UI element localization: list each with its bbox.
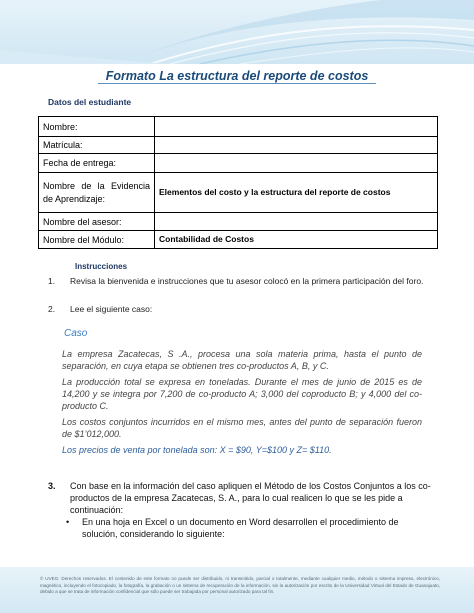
bullet-icon: •: [66, 517, 70, 527]
case-prices: Los precios de venta por tonelada son: X = $90, Y=$100 y Z= $110.: [62, 445, 332, 455]
copyright-notice: © UVEG. Derechos reservados. El contenido de este formato no puede ser distribuido, ni transmitido, parcial o totalmente, mediante cualquier medio, método o sistema impreso, electrónico, magnético, incluyendo el fotocopiado, la fotografía, la grabación o un sistema de recuperación de la información, sin la autorización por escrito de la Universidad Virtual del Estado de Guanajuato, debido a que se trata de información confidencial que sólo puede ser trabajada por personal autorizado para tal fin.: [40, 576, 440, 594]
case-heading: Caso: [64, 328, 88, 339]
footer: [0, 567, 474, 613]
label-evidence-name: Nombre de la Evidencia de Aprendizaje:: [39, 173, 155, 213]
field-due-date[interactable]: [155, 154, 438, 173]
table-row: [39, 137, 438, 154]
instruction-number: 3.: [48, 481, 56, 491]
header-banner: [0, 0, 474, 64]
student-section-heading: Datos del estudiante: [48, 97, 132, 107]
case-paragraph: La producción total se expresa en toneladas. Durante el mes de junio de 2015 es de 14,200 y se integra por 7,200 de co-producto A; 3,000 del coproducto B; y 4,000 del co-producto C.: [62, 377, 422, 411]
instruction-item: [48, 480, 438, 516]
table-row: [39, 231, 438, 249]
field-matricula[interactable]: [155, 137, 438, 154]
table-row: [39, 173, 438, 213]
bullet-text: En una hoja en Excel o un documento en Word desarrollen el procedimiento de solución, considerando lo siguiente:: [82, 517, 399, 539]
table-row: [39, 117, 438, 137]
field-evidence-name[interactable]: Elementos del costo y la estructura del reporte de costos: [155, 173, 438, 213]
instruction-number: 1.: [48, 276, 56, 286]
instruction-text: Lee el siguiente caso:: [70, 304, 153, 314]
label-due-date: Fecha de entrega:: [39, 154, 155, 173]
instruction-number: 2.: [48, 304, 56, 314]
bullet-item: [66, 516, 426, 540]
case-paragraph: La empresa Zacatecas, S .A., procesa una sola materia prima, hasta el punto de separación, en cuya etapa se obtienen tres co-productos A, B, y C.: [62, 349, 422, 371]
label-module: Nombre del Módulo:: [39, 231, 155, 249]
student-data-table: [38, 116, 438, 249]
instruction-text: Con base en la información del caso apliquen el Método de los Costos Conjuntos a los co-productos de la empresa Zacatecas, S. A., para lo cual realicen lo que se les pide a continuación:: [70, 481, 431, 515]
label-matricula: Matrícula:: [39, 137, 155, 154]
field-module[interactable]: Contabilidad de Costos: [155, 231, 438, 249]
instruction-item: [48, 275, 438, 288]
page-title: Formato La estructura del reporte de costos: [105, 69, 369, 83]
case-paragraph: Los costos conjuntos incurridos en el mismo mes, antes del punto de separación fueron de $1’012,000.: [62, 417, 422, 439]
wave-decoration-icon: [0, 0, 474, 64]
instruction-text: Revisa la bienvenida e instrucciones que tu asesor colocó en la primera participación del foro.: [70, 276, 424, 286]
instructions-heading: Instrucciones: [75, 262, 128, 271]
field-name[interactable]: [155, 117, 438, 137]
instruction-item: [48, 303, 438, 316]
field-advisor[interactable]: [155, 213, 438, 231]
table-row: [39, 213, 438, 231]
label-advisor: Nombre del asesor:: [39, 213, 155, 231]
table-row: [39, 154, 438, 173]
title-divider: [98, 83, 376, 84]
label-name: Nombre:: [39, 117, 155, 137]
